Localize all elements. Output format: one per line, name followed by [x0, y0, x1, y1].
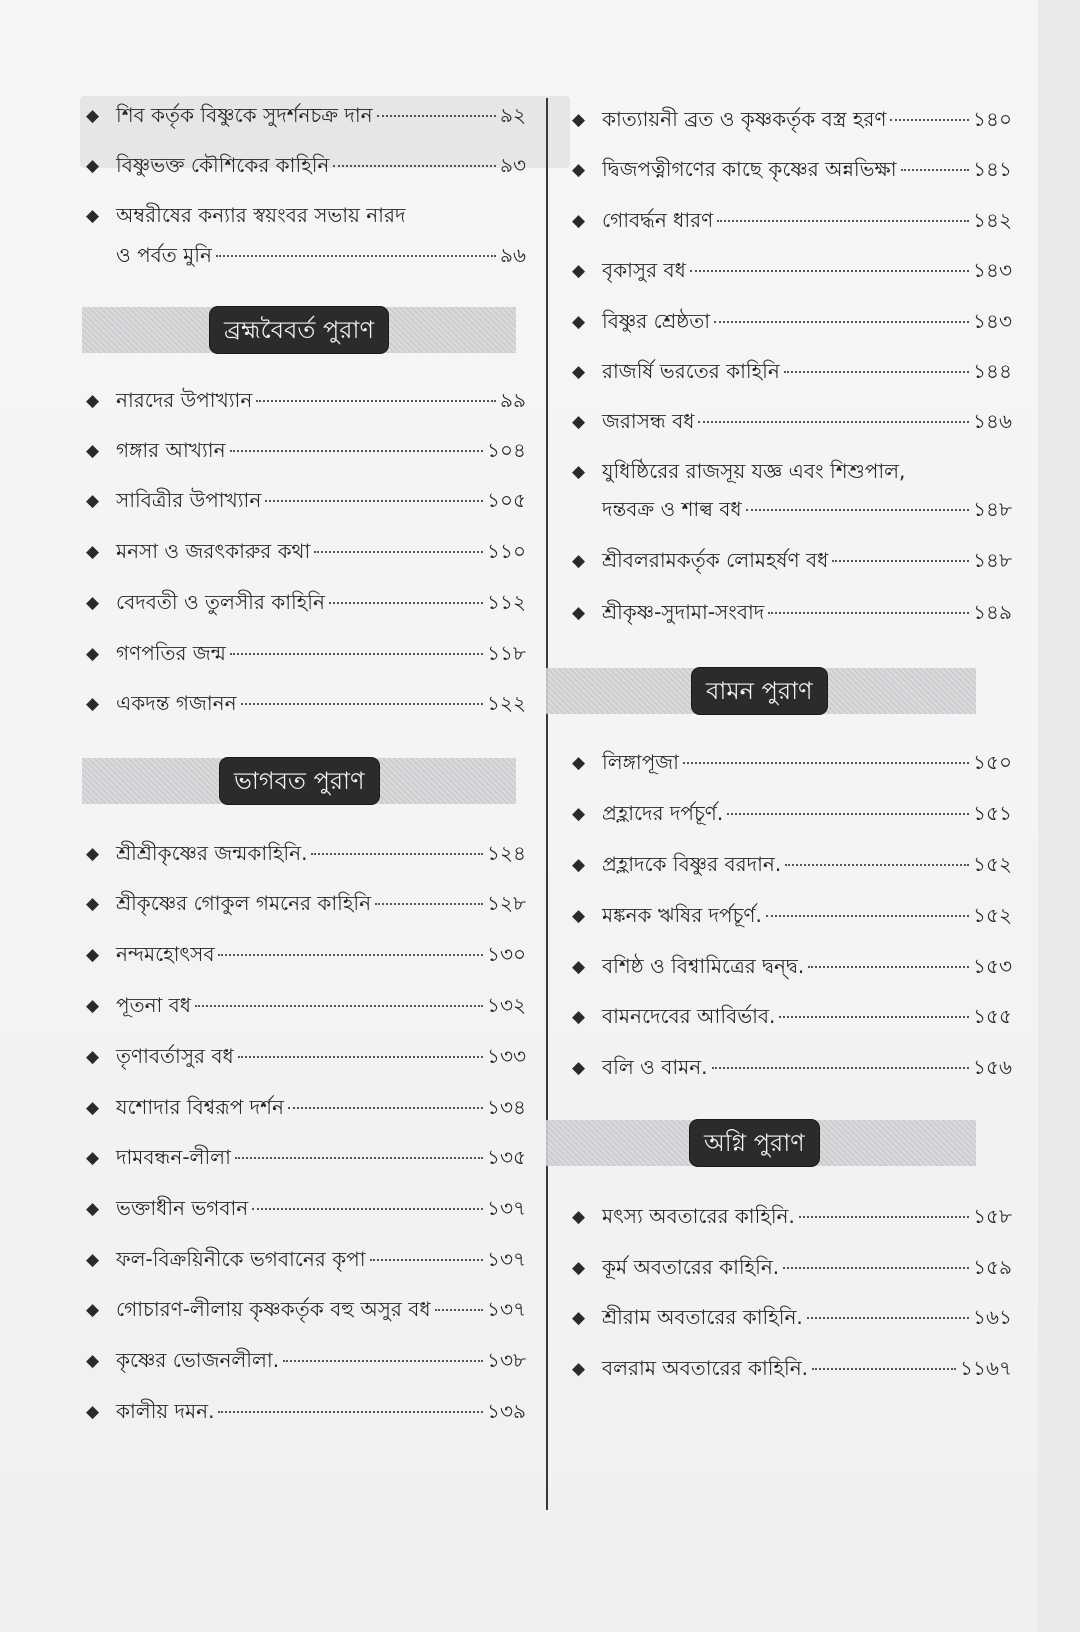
entry-title: বিষ্ণুভক্ত কৌশিকের কাহিনি [116, 153, 330, 177]
toc-entry[interactable] [86, 1296, 526, 1324]
toc-entry[interactable] [86, 941, 526, 969]
entry-title: শ্রীরাম অবতারের কাহিনি. [602, 1305, 803, 1329]
dot-leader [314, 551, 483, 553]
entry-title: ভক্তাধীন ভগবান [116, 1196, 249, 1220]
entry-page: ১৫৯ [973, 1255, 1012, 1279]
entry-title: শিব কর্তৃক বিষ্ণুকে সুদর্শনচক্র দান [116, 103, 373, 127]
entry-title: একদন্ত গজানন [116, 691, 237, 715]
dot-leader [807, 1317, 969, 1319]
dot-leader [766, 915, 969, 917]
toc-entry[interactable] [572, 156, 1012, 184]
entry-page: ১৫৬ [973, 1055, 1012, 1079]
dot-leader [218, 1411, 483, 1413]
entry-title: গোচারণ-লীলায় কৃষ্ণকর্তৃক বহু অসুর বধ [116, 1297, 431, 1321]
toc-entry[interactable] [86, 1094, 526, 1122]
dot-leader [698, 421, 969, 423]
diamond-bullet-icon: ◆ [86, 996, 100, 1016]
diamond-bullet-icon: ◆ [572, 211, 586, 231]
entry-page: ১২৪ [487, 841, 526, 865]
toc-entry[interactable] [572, 800, 1012, 828]
column-divider [546, 98, 548, 1510]
toc-entry[interactable] [86, 487, 526, 515]
entry-title: বশিষ্ঠ ও বিশ্বামিত্রের দ্বন্দ্ব. [602, 954, 805, 978]
entry-page: ১৪০ [973, 107, 1012, 131]
entry-page: ১৩৫ [487, 1145, 526, 1169]
toc-entry[interactable] [86, 992, 526, 1020]
dot-leader [283, 1360, 483, 1362]
entry-title: গণপতির জন্ম [116, 641, 226, 665]
entry-page: ১৩২ [487, 993, 526, 1017]
dot-leader [717, 220, 969, 222]
dot-leader [812, 1368, 956, 1370]
diamond-bullet-icon: ◆ [572, 1308, 586, 1328]
toc-entry[interactable] [86, 1246, 526, 1274]
dot-leader [333, 165, 496, 167]
entry-page: ৯৯ [500, 388, 526, 412]
diamond-bullet-icon: ◆ [572, 412, 586, 432]
dot-leader [375, 903, 483, 905]
dot-leader [241, 703, 483, 705]
toc-entry[interactable] [86, 1043, 526, 1071]
dot-leader [785, 864, 969, 866]
entry-page: ১০৫ [487, 488, 526, 512]
toc-entry[interactable] [86, 640, 526, 668]
toc-entry[interactable] [86, 1144, 526, 1172]
toc-entry[interactable] [572, 749, 1012, 777]
toc-entry[interactable] [572, 547, 1012, 575]
entry-page: ১৪৩ [973, 258, 1012, 282]
dot-leader [890, 119, 969, 121]
diamond-bullet-icon: ◆ [572, 160, 586, 180]
entry-title: বিষ্ণুর শ্রেষ্ঠতা [602, 309, 711, 333]
entry-title: যুধিষ্ঠিরের রাজসূয় যজ্ঞ এবং শিশুপাল, [602, 459, 906, 483]
entry-title: ফল-বিক্রয়িনীকে ভগবানের কৃপা [116, 1247, 366, 1271]
entry-page: ১৩৩ [487, 1044, 526, 1068]
entry-title: নারদের উপাখ্যান [116, 388, 253, 412]
toc-entry[interactable] [572, 358, 1012, 386]
entry-title: বলরাম অবতারের কাহিনি. [602, 1356, 808, 1380]
toc-entry[interactable] [572, 1003, 1012, 1031]
entry-title: বামনদেবের আবির্ভাব. [602, 1004, 776, 1028]
entry-page: ১৫০ [973, 750, 1012, 774]
toc-entry[interactable] [86, 890, 526, 918]
diamond-bullet-icon: ◆ [86, 1199, 100, 1219]
entry-page: ১৩৭ [487, 1297, 526, 1321]
diamond-bullet-icon: ◆ [572, 1007, 586, 1027]
toc-entry[interactable] [572, 953, 1012, 981]
entry-page: ১৬১ [973, 1305, 1012, 1329]
toc-entry[interactable] [572, 599, 1012, 627]
diamond-bullet-icon: ◆ [572, 957, 586, 977]
toc-entry[interactable] [86, 152, 526, 180]
entry-page: ১৪১ [973, 157, 1012, 181]
dot-leader [727, 813, 969, 815]
entry-page: ৯৩ [500, 153, 526, 177]
entry-title: তৃণাবর্তাসুর বধ [116, 1044, 234, 1068]
entry-title: মঙ্কনক ঋষির দর্পচূর্ণ. [602, 903, 762, 927]
diamond-bullet-icon: ◆ [86, 894, 100, 914]
section-heading-brahmavaivarta: ব্রহ্মবৈবর্ত পুরাণ [210, 307, 388, 353]
dot-leader [238, 1056, 483, 1058]
entry-title: রাজর্ষি ভরতের কাহিনি [602, 359, 780, 383]
entry-title: গঙ্গার আখ্যান [116, 438, 226, 462]
dot-leader [370, 1259, 483, 1261]
dot-leader [799, 1216, 969, 1218]
section-heading-bhagavata: ভাগবত পুরাণ [220, 758, 379, 804]
toc-entry[interactable] [86, 437, 526, 465]
toc-entry[interactable] [572, 106, 1012, 134]
entry-page: ১৫১ [973, 801, 1012, 825]
dot-leader [784, 371, 969, 373]
section-heading-vamana: বামন পুরাণ [692, 668, 827, 714]
entry-page: ১৫৩ [973, 954, 1012, 978]
entry-page: ৯২ [500, 103, 526, 127]
diamond-bullet-icon: ◆ [572, 261, 586, 281]
toc-entry[interactable] [572, 1203, 1012, 1231]
entry-page: ১১৬৭ [960, 1356, 1012, 1380]
toc-entry[interactable] [86, 1195, 526, 1223]
diamond-bullet-icon: ◆ [572, 110, 586, 130]
diamond-bullet-icon: ◆ [86, 1402, 100, 1422]
entry-title: প্রহ্লাদকে বিষ্ণুর বরদান. [602, 852, 782, 876]
dot-leader [230, 653, 483, 655]
diamond-bullet-icon: ◆ [86, 644, 100, 664]
diamond-bullet-icon: ◆ [572, 551, 586, 571]
diamond-bullet-icon: ◆ [86, 1047, 100, 1067]
diamond-bullet-icon: ◆ [86, 945, 100, 965]
entry-page: ১৩৭ [487, 1247, 526, 1271]
entry-page: ১৩৯ [487, 1399, 526, 1423]
entry-page: ১৫৫ [973, 1004, 1012, 1028]
diamond-bullet-icon: ◆ [86, 1351, 100, 1371]
diamond-bullet-icon: ◆ [572, 312, 586, 332]
dot-leader [714, 321, 969, 323]
entry-title: গোবর্দ্ধন ধারণ [602, 208, 714, 232]
entry-page: ১৫৮ [973, 1204, 1012, 1228]
toc-entry[interactable] [86, 202, 526, 230]
entry-page: ১৪৯ [973, 600, 1012, 624]
toc-entry[interactable] [572, 1355, 1012, 1383]
dot-leader [195, 1005, 483, 1007]
entry-page: ১৫২ [973, 852, 1012, 876]
entry-page: ১৪৪ [973, 359, 1012, 383]
dot-leader [216, 255, 496, 257]
entry-title: অম্বরীষের কন্যার স্বয়ংবর সভায় নারদ [116, 203, 406, 227]
entry-title: মনসা ও জরৎকারুর কথা [116, 539, 311, 563]
dot-leader [235, 1157, 483, 1159]
entry-title: শ্রীকৃষ্ণের গোকুল গমনের কাহিনি [116, 891, 372, 915]
entry-page: ১৫২ [973, 903, 1012, 927]
diamond-bullet-icon: ◆ [572, 462, 586, 482]
dot-leader [256, 400, 496, 402]
entry-page: ১৪৩ [973, 309, 1012, 333]
dot-leader [230, 450, 484, 452]
entry-page: ১০৪ [487, 438, 526, 462]
entry-page: ১৩৭ [487, 1196, 526, 1220]
entry-title: কালীয় দমন. [116, 1399, 215, 1423]
diamond-bullet-icon: ◆ [86, 441, 100, 461]
dot-leader [746, 509, 969, 511]
entry-title: দামবন্ধন-লীলা [116, 1145, 231, 1169]
diamond-bullet-icon: ◆ [572, 362, 586, 382]
diamond-bullet-icon: ◆ [86, 206, 100, 226]
entry-page: ১৪৮ [973, 497, 1012, 521]
diamond-bullet-icon: ◆ [572, 1058, 586, 1078]
toc-entry[interactable] [86, 690, 526, 718]
toc-entry[interactable] [86, 589, 526, 617]
diamond-bullet-icon: ◆ [572, 1258, 586, 1278]
toc-entry[interactable] [572, 458, 1012, 486]
diamond-bullet-icon: ◆ [572, 1359, 586, 1379]
entry-title: মৎস্য অবতারের কাহিনি. [602, 1204, 795, 1228]
entry-title: কূর্ম অবতারের কাহিনি. [602, 1255, 780, 1279]
toc-entry[interactable] [572, 207, 1012, 235]
dot-leader [783, 1267, 969, 1269]
dot-leader [683, 762, 969, 764]
diamond-bullet-icon: ◆ [86, 391, 100, 411]
diamond-bullet-icon: ◆ [572, 603, 586, 623]
entry-title: প্রহ্লাদের দর্পচূর্ণ. [602, 801, 724, 825]
toc-entry[interactable] [86, 538, 526, 566]
entry-page: ১৪৬ [973, 409, 1012, 433]
entry-page: ১৩৪ [487, 1095, 526, 1119]
entry-page: ১২৮ [487, 891, 526, 915]
diamond-bullet-icon: ◆ [86, 694, 100, 714]
toc-entry-continued[interactable] [86, 242, 526, 268]
entry-page: ১১২ [487, 590, 526, 614]
entry-page: ১১০ [487, 539, 526, 563]
dot-leader [377, 115, 496, 117]
entry-title: পূতনা বধ [116, 993, 192, 1017]
dot-leader [779, 1016, 969, 1018]
entry-title: বলি ও বামন. [602, 1055, 708, 1079]
toc-entry[interactable] [86, 102, 526, 130]
entry-page: ৯৬ [500, 243, 526, 267]
entry-page: ১১৮ [487, 641, 526, 665]
entry-page: ১৪২ [973, 208, 1012, 232]
dot-leader [712, 1067, 970, 1069]
diamond-bullet-icon: ◆ [86, 1098, 100, 1118]
toc-entry[interactable] [572, 1054, 1012, 1082]
dot-leader [832, 560, 969, 562]
diamond-bullet-icon: ◆ [572, 804, 586, 824]
diamond-bullet-icon: ◆ [86, 156, 100, 176]
entry-title: নন্দমহোৎসব [116, 942, 215, 966]
page-edge [1038, 0, 1080, 1632]
toc-entry[interactable] [86, 387, 526, 415]
dot-leader [288, 1107, 483, 1109]
entry-title: শ্রীকৃষ্ণ-সুদামা-সংবাদ [602, 600, 765, 624]
toc-entry[interactable] [572, 257, 1012, 285]
diamond-bullet-icon: ◆ [86, 542, 100, 562]
entry-title: দ্বিজপত্নীগণের কাছে কৃষ্ণের অন্নভিক্ষা [602, 157, 897, 181]
entry-title: বেদবতী ও তুলসীর কাহিনি [116, 590, 325, 614]
diamond-bullet-icon: ◆ [572, 753, 586, 773]
entry-title: শ্রীবলরামকর্তৃক লোমহর্ষণ বধ [602, 548, 829, 572]
toc-entry[interactable] [572, 1304, 1012, 1332]
entry-title: জরাসন্ধ বধ [602, 409, 695, 433]
dot-leader [218, 954, 483, 956]
diamond-bullet-icon: ◆ [86, 844, 100, 864]
dot-leader [901, 169, 970, 171]
diamond-bullet-icon: ◆ [86, 1250, 100, 1270]
entry-title: ও পর্বত মুনি [116, 243, 212, 267]
entry-title: শ্রীশ্রীকৃষ্ণের জন্মকাহিনি. [116, 841, 308, 865]
entry-title: বৃকাসুর বধ [602, 258, 686, 282]
diamond-bullet-icon: ◆ [86, 593, 100, 613]
entry-title: লিঙ্গাপূজা [602, 750, 679, 774]
entry-title: দন্তবক্র ও শাল্ব বধ [602, 497, 742, 521]
toc-entry[interactable] [572, 308, 1012, 336]
toc-entry[interactable] [572, 902, 1012, 930]
entry-page: ১৩০ [487, 942, 526, 966]
dot-leader [808, 966, 969, 968]
toc-entry[interactable] [86, 1347, 526, 1375]
entry-title: সাবিত্রীর উপাখ্যান [116, 488, 262, 512]
section-heading-agni: অগ্নি পুরাণ [690, 1120, 819, 1166]
dot-leader [435, 1309, 483, 1311]
entry-title: কৃষ্ণের ভোজনলীলা. [116, 1348, 280, 1372]
dot-leader [329, 602, 483, 604]
entry-page: ১৪৮ [973, 548, 1012, 572]
toc-entry[interactable] [86, 1398, 526, 1426]
dot-leader [768, 612, 969, 614]
diamond-bullet-icon: ◆ [86, 1300, 100, 1320]
entry-page: ১২২ [487, 691, 526, 715]
toc-entry[interactable] [572, 1254, 1012, 1282]
entry-page: ১৩৮ [487, 1348, 526, 1372]
toc-entry[interactable] [572, 408, 1012, 436]
diamond-bullet-icon: ◆ [86, 1148, 100, 1168]
dot-leader [265, 500, 483, 502]
diamond-bullet-icon: ◆ [86, 106, 100, 126]
dot-leader [311, 853, 483, 855]
toc-entry[interactable] [572, 851, 1012, 879]
dot-leader [252, 1208, 483, 1210]
entry-title: যশোদার বিশ্বরূপ দর্শন [116, 1095, 284, 1119]
entry-title: কাত্যায়নী ব্রত ও কৃষ্ণকর্তৃক বস্ত্র হরণ [602, 107, 887, 131]
diamond-bullet-icon: ◆ [572, 855, 586, 875]
diamond-bullet-icon: ◆ [572, 906, 586, 926]
diamond-bullet-icon: ◆ [86, 491, 100, 511]
toc-entry-continued[interactable] [572, 496, 1012, 522]
toc-entry[interactable] [86, 840, 526, 868]
diamond-bullet-icon: ◆ [572, 1207, 586, 1227]
dot-leader [690, 270, 969, 272]
